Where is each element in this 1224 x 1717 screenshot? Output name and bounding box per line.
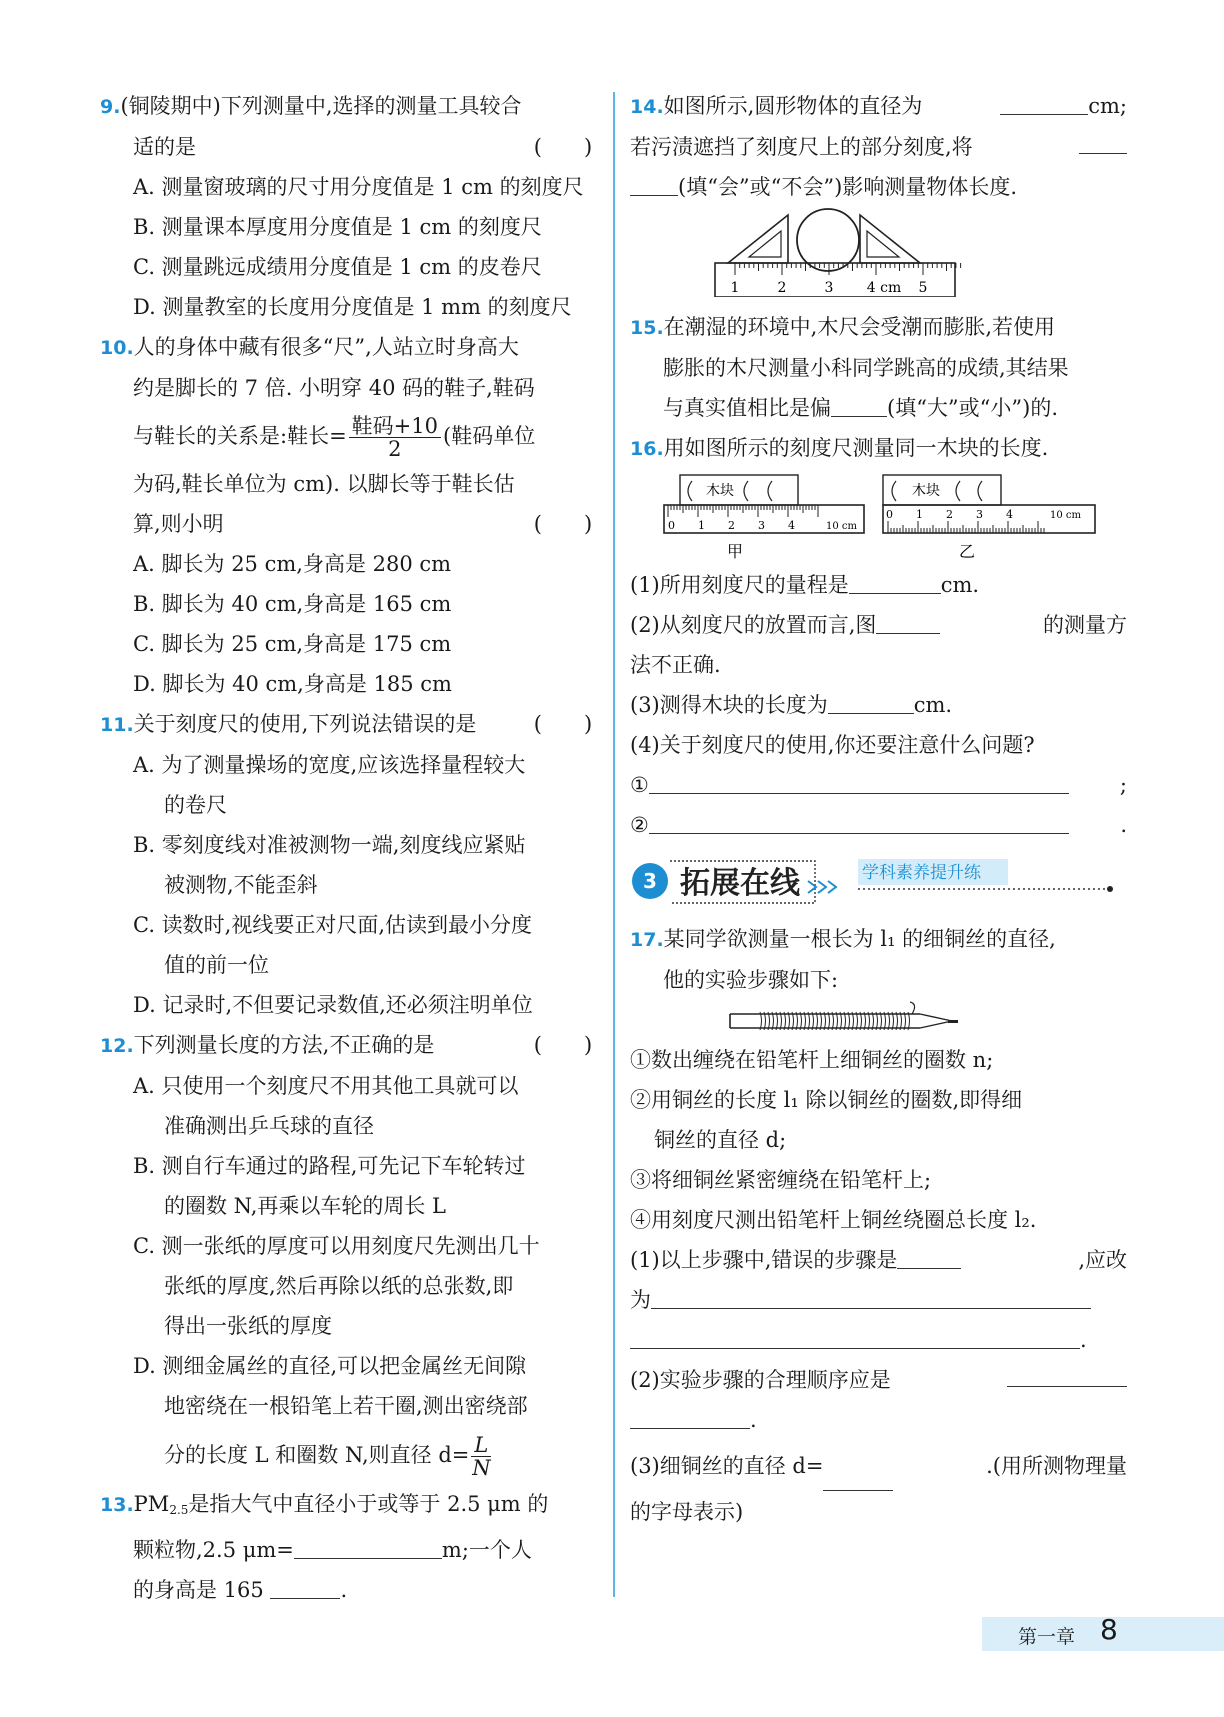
triangle-left — [728, 215, 788, 263]
option-a: A. 为了测量操场的宽度,应该选择量程较大 — [133, 753, 526, 777]
answer-blank[interactable] — [1079, 127, 1127, 154]
question-17: 17.某同学欲测量一根长为 l₁ 的细铜丝的直径, 他的实验步骤如下: ①数出缠绕在铅笔杆上细铜丝的圈数 n; ②用铜丝的长度 l₁ 除以铜丝的圈数,即得细 铜丝的直径 d; ③将细铜丝紧密缠绕在铅笔杆上; ④用刻度尺测出铅笔杆上铜丝绕圈总长度 l₂. (1)以上步骤中,错误的步骤是 ,应改 为 . (2)实验步骤的合理顺序应是 . (3)细铜丝的直径 d= .(用所测物理量 的字母表示) — [630, 927, 1127, 1524]
wood-block — [680, 475, 798, 505]
option-b: B. 脚长为 40 cm,身高是 165 cm — [133, 592, 452, 616]
question-16: 16.用如图所示的刻度尺测量同一木块的长度. 木块 0 1 2 3 4 10 cm 甲 木块 0 1 2 3 4 10 cm 乙 (1)所用刻度尺的量程是 cm. (2)从刻度尺的放置而言,图 的测量方 法不正确. (3)测得木块的长度为 cm. (4)关于刻度尺的使用,你还要注意什么问题? ① ; ② . — [630, 436, 1127, 837]
svg-text:1: 1 — [916, 508, 923, 521]
svg-text:0: 0 — [886, 508, 893, 521]
wood-block — [883, 475, 1001, 505]
question-15: 15.在潮湿的环境中,木尺会受潮而膨胀,若使用 膨胀的木尺测量小科同学跳高的成绩,其结果 与真实值相比是偏 (填“大”或“小”)的. — [630, 315, 1069, 420]
triangle-right — [860, 215, 920, 263]
question-number: 15. — [630, 317, 664, 339]
answer-blank[interactable] — [270, 1572, 340, 1599]
ruler-block-figure — [630, 469, 1127, 565]
option-d: D. 测细金属丝的直径,可以把金属丝无间隙 — [133, 1354, 527, 1378]
left-column — [100, 86, 598, 1610]
question-number: 10. — [100, 337, 134, 359]
answer-blank[interactable] — [630, 169, 678, 196]
svg-text:3: 3 — [758, 519, 765, 532]
svg-text:2: 2 — [946, 508, 953, 521]
question-number: 14. — [630, 96, 664, 118]
option-b: B. 零刻度线对准被测物一端,刻度线应紧贴 — [133, 833, 526, 857]
answer-blank[interactable] — [294, 1532, 442, 1559]
svg-text:2: 2 — [728, 519, 735, 532]
ruler-label: 5 — [918, 280, 928, 296]
question-number: 16. — [630, 438, 664, 460]
question-10: 10.人的身体中藏有很多“尺”,人站立时身高大 约是脚长的 7 倍. 小明穿 40 码的鞋子,鞋码 与鞋长的关系是:鞋长= $\frac{\text{鞋码+10}}{2}$ (鞋码单位 为码,鞋长单位为 cm). 以脚长等于鞋长估 算,则小明 ( ) A. 脚长为 25 cm,身高是 280 cm B. 脚长为 40 cm,身高是 165 cm C. 脚长为 25 cm,身高是 175 cm D. 脚长为 40 cm,身高是 185 cm — [100, 327, 598, 704]
column-divider — [613, 92, 615, 1597]
option-c: C. 脚长为 25 cm,身高是 175 cm — [133, 632, 452, 656]
option-c: C. 测一张纸的厚度可以用刻度尺先测出几十 — [133, 1234, 540, 1258]
answer-blank[interactable] — [630, 1402, 750, 1429]
option-d: D. 记录时,不但要记录数值,还必须注明单位 — [133, 993, 533, 1017]
section-tag: 学科素养提升练 — [862, 863, 981, 883]
answer-line[interactable] — [649, 807, 1069, 834]
answer-blank[interactable] — [1007, 1360, 1127, 1387]
section-title: 拓展在线 — [680, 866, 800, 901]
ruler-circle-figure — [630, 207, 1127, 297]
ruler-label: 2 — [777, 280, 787, 296]
figure-label: 甲 — [726, 542, 744, 561]
page-number: 8 — [1100, 1613, 1118, 1646]
ruler-label: 3 — [824, 280, 834, 296]
answer-blank[interactable] — [897, 1242, 961, 1269]
option-c: C. 读数时,视线要正对尺面,估读到最小分度 — [133, 913, 533, 937]
answer-blank[interactable] — [831, 390, 887, 417]
answer-paren: ( ) — [533, 712, 593, 736]
answer-paren: ( ) — [533, 1033, 593, 1057]
answer-blank[interactable] — [876, 607, 940, 634]
svg-text:3: 3 — [976, 508, 983, 521]
question-number: 13. — [100, 1494, 134, 1516]
section-banner — [630, 851, 1127, 909]
svg-text:10 cm: 10 cm — [1050, 510, 1081, 521]
fraction: $\frac{L}{N}$ — [472, 1433, 491, 1480]
option-d: D. 脚长为 40 cm,身高是 185 cm — [133, 672, 452, 696]
svg-text:4: 4 — [1006, 508, 1013, 521]
svg-text:4: 4 — [788, 519, 795, 532]
option-b: B. 测量课本厚度用分度值是 1 cm 的刻度尺 — [133, 215, 542, 239]
answer-line[interactable] — [630, 1322, 1080, 1349]
answer-paren: ( ) — [533, 512, 593, 536]
option-a: A. 测量窗玻璃的尺寸用分度值是 1 cm 的刻度尺 — [133, 175, 584, 199]
option-a: A. 只使用一个刻度尺不用其他工具就可以 — [133, 1074, 519, 1098]
pencil-tip — [920, 1014, 952, 1028]
figure-label: 乙 — [958, 542, 976, 561]
option-d: D. 测量教室的长度用分度值是 1 mm 的刻度尺 — [133, 295, 572, 319]
fraction: $\frac{\text{鞋码+10}}{2}$ — [349, 415, 441, 460]
figure-jia — [664, 475, 864, 561]
svg-text:1: 1 — [698, 519, 705, 532]
svg-text:木块: 木块 — [912, 483, 940, 499]
figure-yi — [883, 475, 1095, 561]
option-c: C. 测量跳远成绩用分度值是 1 cm 的皮卷尺 — [133, 255, 542, 279]
option-a: A. 脚长为 25 cm,身高是 280 cm — [133, 552, 452, 576]
question-12: 12.下列测量长度的方法,不正确的是 ( ) A. 只使用一个刻度尺不用其他工具就可以 准确测出乒乓球的直径 B. 测自行车通过的路程,可先记下车轮转过 的圈数 N,再乘以车轮的周长 L C. 测一张纸的厚度可以用刻度尺先测出几十 张纸的厚度,然后再除以纸的总张数,即 得出一张纸的厚度 D. 测细金属丝的直径,可以把金属丝无间隙 地密绕在一根铅笔上若干圈,测出密绕部 分的长度 L 和圈数 N,则直径 d= $\frac{L}{N}$ — [100, 1025, 598, 1484]
question-13: $13.PM_{2.5}$是指大气中直径小于或等于 2.5 μm 的 颗粒物,2.5 μm= m;一个人 的身高是 165 . — [100, 1492, 549, 1602]
svg-text:木块: 木块 — [706, 483, 734, 499]
arrows-icon — [808, 881, 836, 893]
right-column — [630, 86, 1127, 1532]
pencil-wire-figure — [630, 1000, 1127, 1040]
question-number: 11. — [100, 714, 134, 736]
svg-text:3: 3 — [643, 869, 657, 893]
answer-blank[interactable] — [1000, 88, 1088, 115]
ruler-label: 4 cm — [866, 280, 902, 296]
ruler-label: 1 — [730, 280, 740, 296]
answer-line[interactable] — [651, 1282, 1091, 1309]
question-11: 11.关于刻度尺的使用,下列说法错误的是 ( ) A. 为了测量操场的宽度,应该选择量程较大 的卷尺 B. 零刻度线对准被测物一端,刻度线应紧贴 被测物,不能歪斜 C. 读数时,视线要正对尺面,估读到最小分度 值的前一位 D. 记录时,不但要记录数值,还必须注明单位 — [100, 704, 598, 1025]
answer-blank[interactable] — [828, 687, 914, 714]
question-14: 14.如图所示,圆形物体的直径为 cm; 若污渍遮挡了刻度尺上的部分刻度,将 (填“会”或“不会”)影响测量物体长度. 1 2 3 4 cm 5 — [630, 86, 1127, 297]
svg-text:0: 0 — [668, 519, 675, 532]
svg-text:10 cm: 10 cm — [826, 521, 857, 532]
answer-line[interactable] — [649, 767, 1069, 794]
option-b: B. 测自行车通过的路程,可先记下车轮转过 — [133, 1154, 526, 1178]
answer-blank[interactable] — [823, 1464, 893, 1491]
question-9: 9.(铜陵期中)下列测量中,选择的测量工具较合 适的是 ( ) A. 测量窗玻璃的尺寸用分度值是 1 cm 的刻度尺 B. 测量课本厚度用分度值是 1 cm 的刻度尺 C. 测量跳远成绩用分度值是 1 cm 的皮卷尺 D. 测量教室的长度用分度值是 1 mm 的刻度尺 — [100, 86, 598, 327]
question-number: 17. — [630, 929, 664, 951]
answer-paren: ( ) — [533, 135, 593, 159]
question-number: 12. — [100, 1035, 134, 1057]
circle-object — [797, 209, 859, 271]
question-number: 9. — [100, 96, 121, 118]
chapter-label: 第一章 — [1018, 1626, 1076, 1648]
answer-blank[interactable] — [849, 567, 941, 594]
